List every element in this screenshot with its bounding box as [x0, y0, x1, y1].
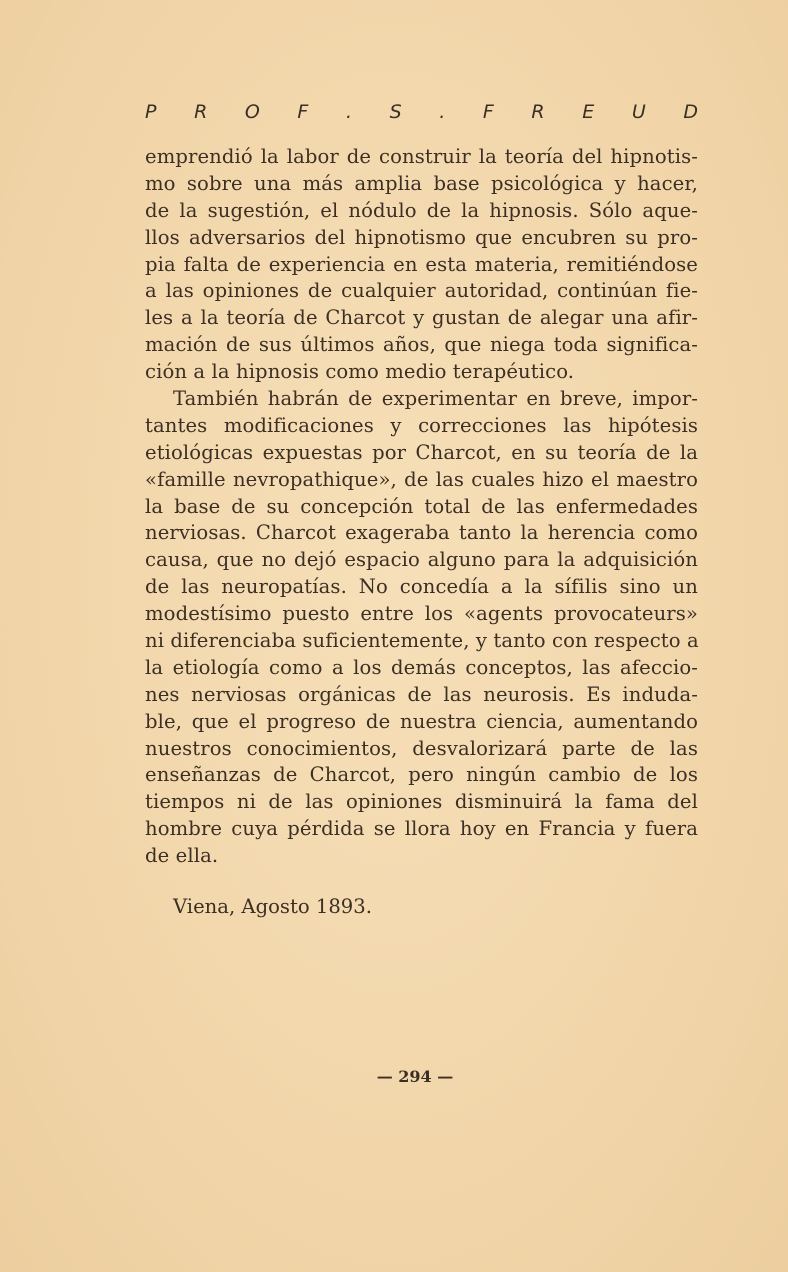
text-line: de las neuropatías. No concedía a la sífilis sino un — [145, 575, 698, 599]
text-line: llos adversarios del hipnotismo que encubren su pro- — [145, 225, 698, 249]
text-line: emprendió la labor de construir la teoría del hipnotis- — [145, 145, 698, 168]
text-line: la base de su concepción total de las enfermedades — [145, 494, 698, 518]
header-letter: . — [439, 101, 446, 123]
text-line: ble, que el progreso de nuestra ciencia, aumentando — [145, 709, 698, 733]
header-letter: F — [482, 101, 494, 123]
running-header — [145, 101, 698, 123]
text-line: enseñanzas de Charcot, pero ningún cambio de los — [145, 763, 698, 787]
header-letter: P — [145, 101, 157, 123]
header-letter: R — [194, 101, 208, 123]
paragraph — [145, 386, 698, 870]
header-letter: . — [345, 101, 352, 123]
text-line: causa, que no dejó espacio alguno para la adquisición — [145, 548, 698, 572]
text-line: les a la teoría de Charcot y gustan de alegar una afir- — [145, 306, 698, 330]
text-line: hombre cuya pérdida se llora hoy en Francia y fuera — [145, 817, 698, 841]
signature-place-date: Viena, Agosto 1893. — [173, 895, 372, 918]
header-letter: D — [683, 101, 698, 123]
text-line: modestísimo puesto entre los «agents provocateurs» — [145, 602, 698, 626]
text-line: la etiología como a los demás conceptos, las afeccio- — [145, 655, 698, 679]
text-line: etiológicas expuestas por Charcot, en su teoría de la — [145, 440, 698, 464]
text-line: nuestros conocimientos, desvalorizará parte de las — [145, 736, 698, 760]
text-line: ción a la hipnosis como medio terapéutico. — [145, 360, 575, 384]
text-line: de la sugestión, el nódulo de la hipnosis. Sólo aque- — [145, 198, 698, 222]
text-line: nes nerviosas orgánicas de las neurosis. Es induda- — [145, 682, 698, 706]
text-line: mo sobre una más amplia base psicológica y hacer, — [145, 171, 698, 195]
header-letter: S — [389, 101, 402, 123]
header-letter: F — [297, 101, 309, 123]
text-line: ni diferenciaba suficientemente, y tanto con respecto a — [145, 629, 699, 653]
text-line: nerviosas. Charcot exageraba tanto la herencia como — [145, 521, 698, 545]
header-letter: R — [531, 101, 545, 123]
text-line: de ella. — [145, 844, 219, 868]
text-line: pia falta de experiencia en esta materia, remitiéndose — [145, 252, 698, 276]
text-line: a las opiniones de cualquier autoridad, continúan fie- — [145, 279, 698, 303]
text-line: También habrán de experimentar en breve, impor- — [173, 387, 698, 411]
paragraph — [145, 144, 698, 386]
page-number: — 294 — — [376, 1067, 454, 1086]
text-line: mación de sus últimos años, que niega toda significa- — [145, 333, 698, 357]
header-letter: O — [244, 101, 260, 123]
text-line: tiempos ni de las opiniones disminuirá la fama del — [145, 790, 698, 814]
text-line: tantes modificaciones y correcciones las hipótesis — [145, 413, 698, 437]
header-letter: U — [631, 101, 646, 123]
header-letter: E — [582, 101, 595, 123]
text-line: «famille nevropathique», de las cuales hizo el maestro — [145, 467, 698, 491]
body-text — [145, 144, 698, 870]
